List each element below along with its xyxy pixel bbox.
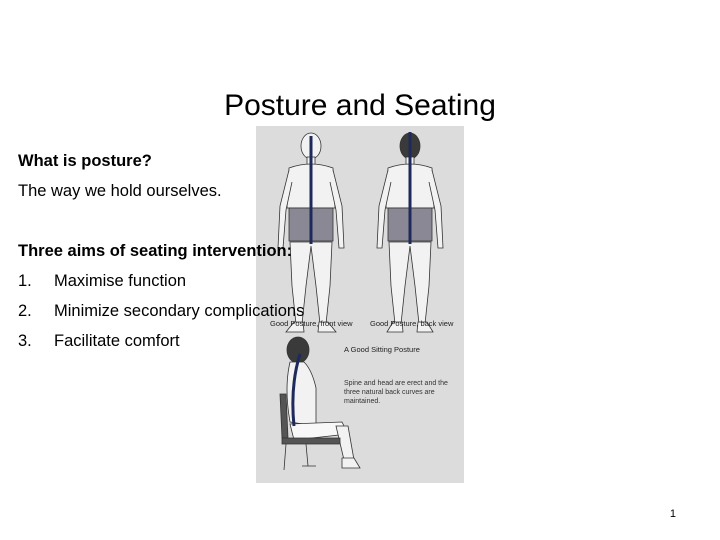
list-item xyxy=(18,326,348,356)
question-heading: What is posture? xyxy=(18,152,152,170)
slide-title: Posture and Seating xyxy=(224,89,496,122)
list-item xyxy=(18,296,348,326)
list-text: Minimize secondary complications xyxy=(54,302,305,320)
list-number: 1. xyxy=(18,272,32,290)
list-text: Maximise function xyxy=(54,272,187,290)
sitting-desc-line: Spine and head are erect and the xyxy=(344,380,448,387)
body-text xyxy=(18,146,348,356)
answer-text: The way we hold ourselves. xyxy=(18,182,222,200)
aims-heading: Three aims of seating intervention: xyxy=(18,242,293,260)
list-text: Facilitate comfort xyxy=(54,332,180,350)
back-view-caption: Good Posture, back view xyxy=(370,319,454,328)
list-number: 3. xyxy=(18,332,32,350)
list-item xyxy=(18,266,348,296)
sitting-desc-line: maintained. xyxy=(344,398,381,405)
list-number: 2. xyxy=(18,302,32,320)
front-view-caption: Good Posture, front view xyxy=(270,319,353,328)
page-number: 1 xyxy=(669,508,676,520)
sitting-desc-line: three natural back curves are xyxy=(344,389,435,396)
sitting-title: A Good Sitting Posture xyxy=(344,345,420,354)
